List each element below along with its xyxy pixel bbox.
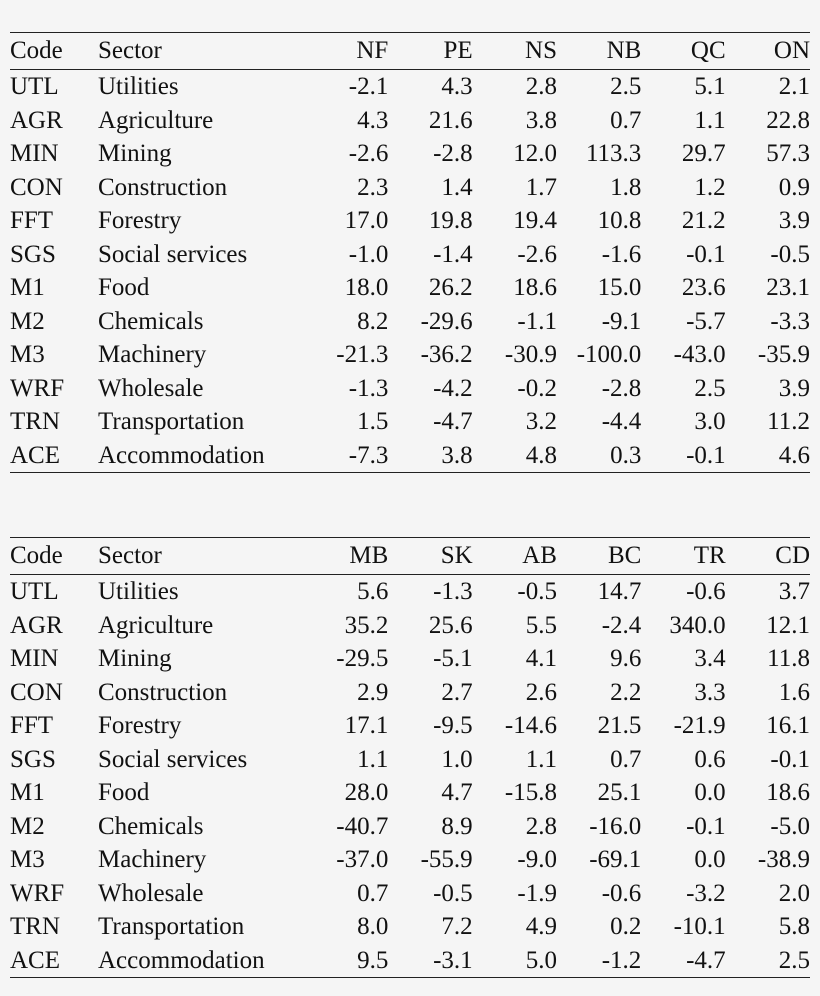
value-cell: 1.1 (525, 745, 557, 773)
header-region: NB (557, 33, 641, 70)
value-cell: -43.0 (673, 341, 726, 368)
value-cell: -4.7 (641, 944, 725, 978)
value-cell: 9.6 (610, 645, 642, 672)
sector-name-cell: Machinery (98, 341, 207, 368)
header-region: ON (726, 33, 810, 70)
value-cell: 2.3 (357, 173, 389, 201)
value-cell: 4.3 (357, 106, 389, 134)
value-cell: 14.7 (597, 578, 642, 605)
sector-name-cell: Food (98, 274, 150, 301)
value-cell: 21.6 (428, 106, 473, 134)
sector-name-cell: Food (98, 779, 150, 806)
value-cell: -9.0 (517, 846, 557, 873)
table-header-row (10, 33, 810, 70)
value-cell: 2.0 (778, 879, 810, 907)
sector-name-cell: Forestry (98, 207, 182, 234)
value-cell: -0.5 (770, 240, 810, 268)
value-cell: 2.5 (726, 944, 810, 978)
value-cell: 3.8 (525, 106, 557, 134)
value-cell: -38.9 (757, 846, 810, 873)
sector-code-cell: WRF (10, 374, 65, 402)
value-cell: 2.2 (610, 678, 642, 706)
value-cell: 10.8 (597, 207, 642, 234)
sector-code-cell: SGS (10, 240, 56, 268)
value-cell: 25.1 (597, 779, 642, 806)
value-cell: 2.7 (441, 678, 473, 706)
table-row (10, 709, 810, 743)
value-cell: 3.8 (388, 439, 472, 473)
data-table-2 (10, 537, 810, 978)
value-cell: -37.0 (336, 846, 389, 873)
value-cell: -0.1 (641, 439, 725, 473)
value-cell: 8.0 (357, 913, 389, 940)
sector-name-cell: Construction (98, 678, 228, 706)
header-region: SK (388, 538, 472, 575)
value-cell: -10.1 (673, 913, 726, 940)
value-cell: 26.2 (428, 274, 473, 301)
value-cell: 57.3 (766, 140, 810, 167)
value-cell: -15.8 (504, 779, 557, 806)
table-row (10, 810, 810, 844)
value-cell: -7.3 (304, 439, 388, 473)
table-row (10, 877, 810, 911)
value-cell: 3.0 (694, 408, 726, 435)
value-cell: 4.7 (441, 779, 473, 806)
sector-name-cell: Social services (98, 240, 248, 268)
value-cell: 16.1 (766, 712, 810, 739)
value-cell: 1.5 (357, 408, 389, 435)
value-cell: -1.0 (348, 240, 389, 268)
sector-name-cell: Agriculture (98, 611, 214, 639)
value-cell: 4.6 (726, 439, 810, 473)
sector-code-cell: MIN (10, 645, 59, 672)
table-row (10, 405, 810, 439)
value-cell: 19.4 (513, 207, 557, 234)
value-cell: -29.6 (420, 307, 473, 335)
sector-name-cell: Machinery (98, 846, 207, 873)
value-cell: -21.3 (336, 341, 389, 368)
value-cell: -3.2 (686, 879, 726, 907)
value-cell: 4.1 (525, 645, 557, 672)
sector-name-cell: Mining (98, 645, 172, 672)
table-row (10, 104, 810, 138)
value-cell: 18.0 (344, 274, 389, 301)
table-row (10, 204, 810, 238)
value-cell: 4.9 (525, 913, 557, 940)
sector-name-cell: Forestry (98, 712, 182, 739)
header-code: Code (10, 33, 98, 70)
sector-code-cell: M3 (10, 341, 45, 368)
value-cell: -4.2 (433, 374, 473, 402)
value-cell: -5.7 (686, 307, 726, 335)
value-cell: -0.1 (686, 812, 726, 840)
value-cell: 17.1 (344, 712, 389, 739)
value-cell: 0.0 (694, 779, 726, 806)
value-cell: -9.5 (433, 712, 473, 739)
value-cell: 5.0 (473, 944, 557, 978)
value-cell: -16.0 (589, 812, 642, 840)
value-cell: 11.8 (767, 645, 810, 672)
data-table-1 (10, 32, 810, 473)
value-cell: 3.4 (694, 645, 726, 672)
value-cell: -36.2 (420, 341, 473, 368)
table-row (10, 575, 810, 609)
table-row (10, 372, 810, 406)
value-cell: -69.1 (589, 846, 642, 873)
sector-code-cell: ACE (10, 439, 98, 473)
table-row (10, 70, 810, 104)
table-row (10, 609, 810, 643)
value-cell: 2.5 (610, 73, 642, 100)
value-cell: 0.9 (778, 173, 810, 201)
value-cell: -0.1 (686, 240, 726, 268)
value-cell: 1.0 (441, 745, 473, 773)
value-cell: 28.0 (344, 779, 389, 806)
table-row (10, 439, 810, 473)
sector-code-cell: ACE (10, 944, 98, 978)
value-cell: 2.5 (694, 374, 726, 402)
table-row (10, 642, 810, 676)
header-region: CD (726, 538, 810, 575)
value-cell: 35.2 (344, 611, 389, 639)
value-cell: 1.2 (694, 173, 726, 201)
value-cell: 0.7 (357, 879, 389, 907)
sector-code-cell: MIN (10, 140, 59, 167)
value-cell: -2.6 (517, 240, 557, 268)
value-cell: -40.7 (336, 812, 389, 840)
sector-name-cell: Accommodation (98, 439, 304, 473)
sector-name-cell: Agriculture (98, 106, 214, 134)
header-code: Code (10, 538, 98, 575)
value-cell: -9.1 (601, 307, 642, 335)
sector-code-cell: UTL (10, 578, 59, 605)
header-region: TR (641, 538, 725, 575)
sector-name-cell: Wholesale (98, 879, 204, 907)
value-cell: 340.0 (669, 611, 726, 639)
value-cell: 4.3 (441, 73, 473, 100)
sector-code-cell: UTL (10, 73, 59, 100)
sector-code-cell: M1 (10, 779, 45, 806)
sector-name-cell: Construction (98, 173, 228, 201)
value-cell: -4.7 (433, 408, 473, 435)
value-cell: 2.9 (357, 678, 389, 706)
value-cell: -0.5 (433, 879, 473, 907)
value-cell: 1.8 (610, 173, 642, 201)
value-cell: 3.7 (778, 578, 810, 605)
sector-name-cell: Transportation (98, 913, 245, 940)
table-row (10, 776, 810, 810)
sector-name-cell: Utilities (98, 73, 179, 100)
value-cell: -5.1 (433, 645, 473, 672)
value-cell: 1.4 (441, 173, 473, 201)
value-cell: 12.0 (513, 140, 557, 167)
value-cell: -4.4 (601, 408, 642, 435)
sector-code-cell: CON (10, 173, 63, 201)
value-cell: -14.6 (504, 712, 557, 739)
value-cell: -29.5 (336, 645, 389, 672)
value-cell: -0.2 (517, 374, 557, 402)
value-cell: 0.2 (610, 913, 642, 940)
value-cell: -1.3 (348, 374, 389, 402)
header-sector: Sector (98, 33, 304, 70)
sector-code-cell: AGR (10, 611, 63, 639)
table-header-row (10, 538, 810, 575)
value-cell: -1.2 (557, 944, 641, 978)
value-cell: 5.8 (778, 913, 810, 940)
table-row (10, 910, 810, 944)
header-region: PE (388, 33, 472, 70)
table-row (10, 843, 810, 877)
table-row (10, 676, 810, 710)
value-cell: 1.6 (778, 678, 810, 706)
value-cell: 1.1 (357, 745, 389, 773)
sector-code-cell: M2 (10, 307, 45, 335)
value-cell: -2.8 (433, 140, 473, 167)
value-cell: 4.8 (473, 439, 557, 473)
value-cell: 3.2 (525, 408, 557, 435)
sector-name-cell: Transportation (98, 408, 245, 435)
value-cell: 1.1 (694, 106, 726, 134)
value-cell: -21.9 (673, 712, 726, 739)
value-cell: 8.2 (357, 307, 389, 335)
header-region: AB (473, 538, 557, 575)
value-cell: 0.3 (557, 439, 641, 473)
table-body (10, 575, 810, 978)
value-cell: -2.6 (348, 140, 389, 167)
value-cell: 0.7 (610, 106, 642, 134)
value-cell: 22.8 (766, 106, 810, 134)
table-row (10, 944, 810, 978)
header-region: QC (641, 33, 725, 70)
value-cell: 0.0 (694, 846, 726, 873)
value-cell: 21.2 (681, 207, 726, 234)
value-cell: -55.9 (420, 846, 473, 873)
sector-name-cell: Utilities (98, 578, 179, 605)
value-cell: -35.9 (757, 341, 810, 368)
sector-code-cell: SGS (10, 745, 56, 773)
value-cell: 2.8 (525, 73, 557, 100)
table-row (10, 238, 810, 272)
table-row (10, 305, 810, 339)
value-cell: -1.3 (433, 578, 473, 605)
value-cell: 11.2 (767, 408, 810, 435)
value-cell: -0.1 (770, 745, 810, 773)
sector-code-cell: FFT (10, 207, 54, 234)
value-cell: 3.9 (778, 207, 810, 234)
value-cell: -3.1 (388, 944, 472, 978)
sector-code-cell: WRF (10, 879, 65, 907)
value-cell: 8.9 (441, 812, 473, 840)
sector-code-cell: CON (10, 678, 63, 706)
table-row (10, 137, 810, 171)
value-cell: 1.7 (525, 173, 557, 201)
sector-code-cell: M1 (10, 274, 45, 301)
table-row (10, 743, 810, 777)
value-cell: 113.3 (585, 140, 642, 167)
sector-code-cell: TRN (10, 913, 60, 940)
value-cell: 2.1 (778, 73, 810, 100)
value-cell: -0.6 (686, 578, 726, 605)
table-row (10, 338, 810, 372)
sector-name-cell: Chemicals (98, 812, 204, 840)
sector-code-cell: AGR (10, 106, 63, 134)
table-row (10, 171, 810, 205)
value-cell: -0.6 (601, 879, 642, 907)
value-cell: 0.7 (610, 745, 642, 773)
value-cell: 19.8 (428, 207, 473, 234)
sector-code-cell: M3 (10, 846, 45, 873)
sector-name-cell: Wholesale (98, 374, 204, 402)
value-cell: 2.6 (525, 678, 557, 706)
value-cell: 0.6 (694, 745, 726, 773)
value-cell: -100.0 (576, 341, 642, 368)
value-cell: 5.6 (357, 578, 389, 605)
sector-code-cell: FFT (10, 712, 54, 739)
value-cell: 5.1 (694, 73, 726, 100)
sector-name-cell: Chemicals (98, 307, 204, 335)
header-sector: Sector (98, 538, 304, 575)
sector-code-cell: TRN (10, 408, 60, 435)
value-cell: 3.9 (778, 374, 810, 402)
header-region: BC (557, 538, 641, 575)
sector-name-cell: Mining (98, 140, 172, 167)
value-cell: -1.9 (517, 879, 557, 907)
header-region: NS (473, 33, 557, 70)
value-cell: 23.6 (681, 274, 726, 301)
value-cell: 23.1 (766, 274, 810, 301)
value-cell: 2.8 (525, 812, 557, 840)
value-cell: 5.5 (525, 611, 557, 639)
value-cell: -0.5 (517, 578, 557, 605)
sector-code-cell: M2 (10, 812, 45, 840)
table-row (10, 271, 810, 305)
sector-name-cell: Accommodation (98, 944, 304, 978)
value-cell: -2.8 (601, 374, 642, 402)
value-cell: -1.1 (517, 307, 557, 335)
value-cell: -5.0 (770, 812, 810, 840)
value-cell: -2.4 (601, 611, 642, 639)
table-body (10, 70, 810, 473)
value-cell: 15.0 (597, 274, 642, 301)
value-cell: 18.6 (766, 779, 810, 806)
value-cell: -1.4 (433, 240, 473, 268)
sector-name-cell: Social services (98, 745, 248, 773)
value-cell: 18.6 (513, 274, 557, 301)
value-cell: 12.1 (766, 611, 810, 639)
value-cell: -2.1 (348, 73, 389, 100)
value-cell: 7.2 (441, 913, 473, 940)
value-cell: 25.6 (428, 611, 473, 639)
value-cell: 21.5 (597, 712, 642, 739)
value-cell: -1.6 (601, 240, 642, 268)
value-cell: 29.7 (681, 140, 726, 167)
value-cell: -30.9 (504, 341, 557, 368)
header-region: NF (304, 33, 388, 70)
value-cell: 9.5 (304, 944, 388, 978)
value-cell: 3.3 (694, 678, 726, 706)
value-cell: 17.0 (344, 207, 389, 234)
value-cell: -3.3 (770, 307, 810, 335)
header-region: MB (304, 538, 388, 575)
